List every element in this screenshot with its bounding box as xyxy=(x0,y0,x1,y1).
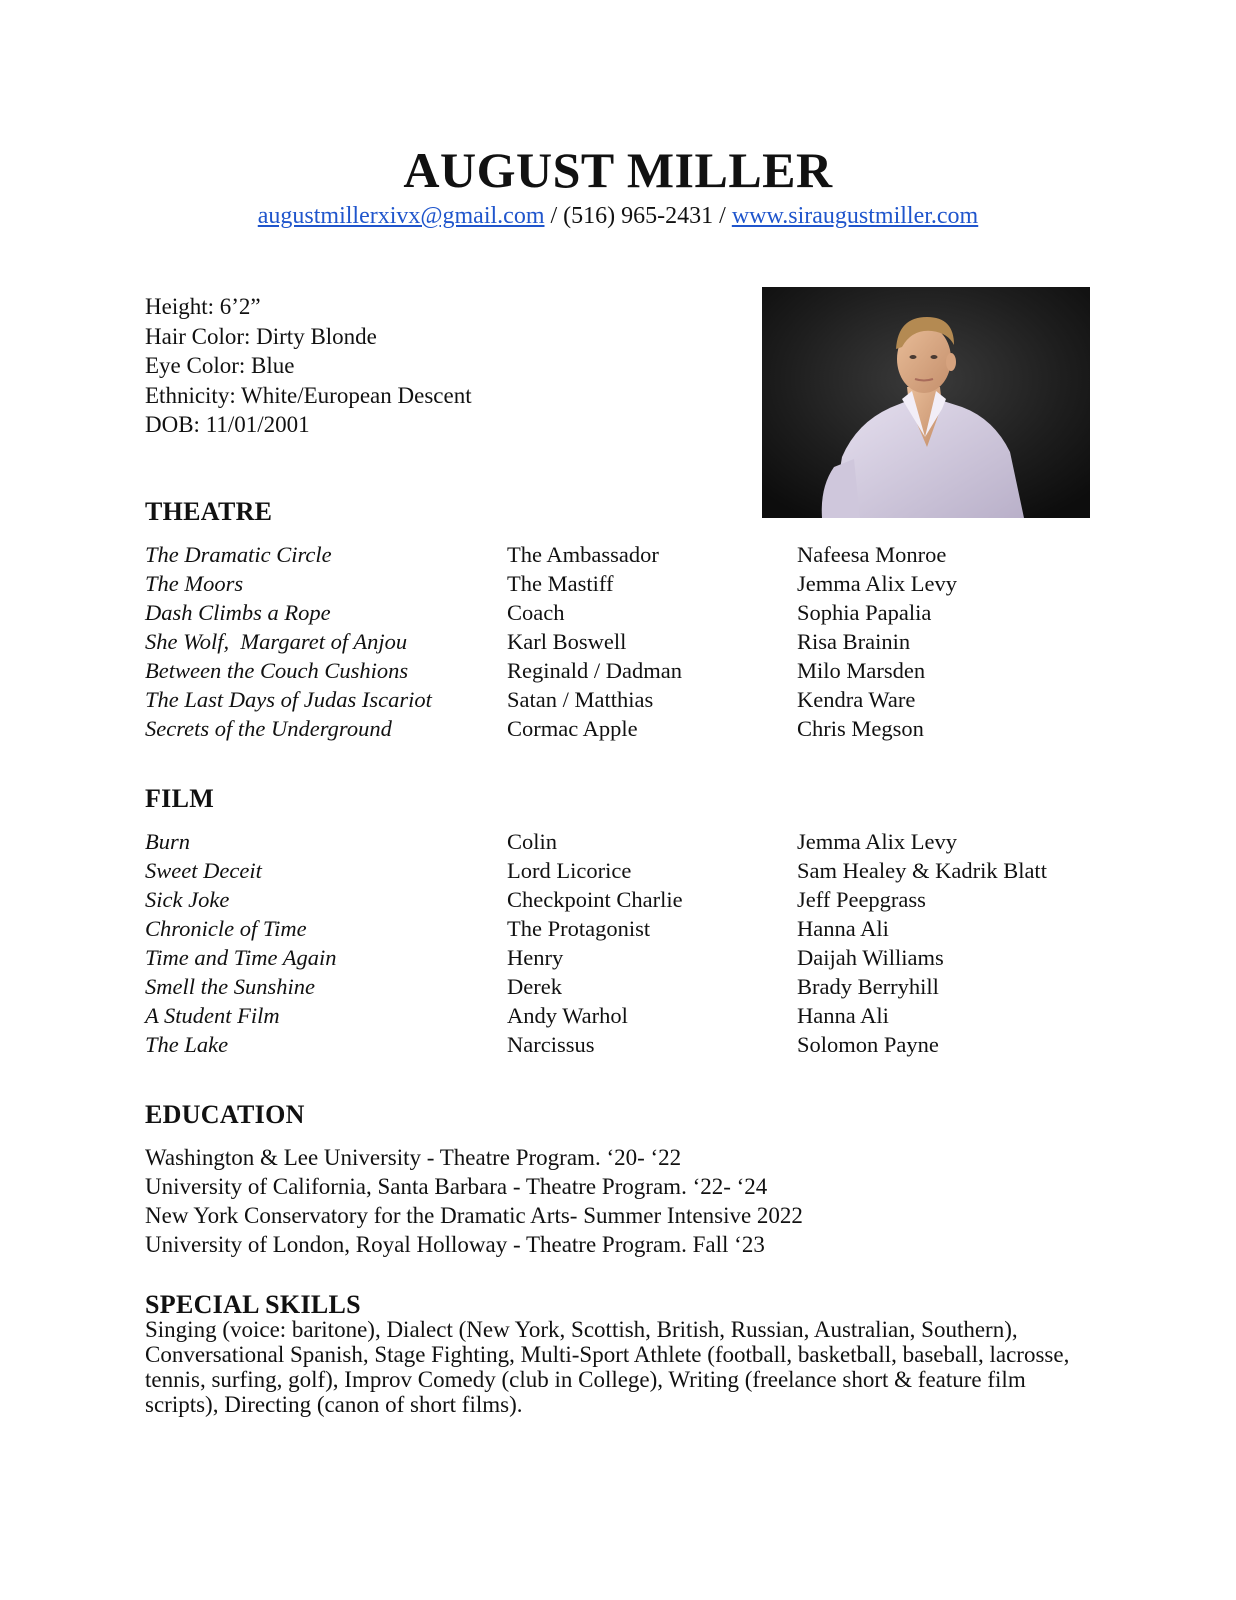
credit-title: The Last Days of Judas Iscariot xyxy=(145,687,432,712)
credit-director: Sophia Papalia xyxy=(797,600,932,625)
credit-title: She Wolf, Margaret of Anjou xyxy=(145,629,408,654)
credit-title: A Student Film xyxy=(145,1003,280,1028)
education-heading: EDUCATION xyxy=(145,1100,305,1129)
credit-title: Smell the Sunshine xyxy=(145,974,315,999)
stat-eye-color: Eye Color: Blue xyxy=(145,353,295,378)
credit-title: The Dramatic Circle xyxy=(145,542,332,567)
credit-role: The Protagonist xyxy=(507,916,651,941)
credit-title: Sweet Deceit xyxy=(145,858,262,883)
website-link[interactable]: www.siraugustmiller.com xyxy=(731,203,979,229)
credit-role: Narcissus xyxy=(507,1032,595,1057)
education-item: University of London, Royal Holloway - Theatre Program. Fall ‘23 xyxy=(145,1232,765,1257)
credit-director: Jeff Peepgrass xyxy=(797,887,926,912)
film-heading: FILM xyxy=(145,784,215,813)
credit-role: Cormac Apple xyxy=(507,716,638,741)
credit-role: Satan / Matthias xyxy=(507,687,654,712)
credit-title: Burn xyxy=(145,829,190,854)
physical-stats xyxy=(145,292,472,440)
credit-role: The Mastiff xyxy=(507,571,614,596)
credit-director: Chris Megson xyxy=(797,716,924,741)
credit-director: Risa Brainin xyxy=(797,629,911,654)
credit-director: Kendra Ware xyxy=(797,687,916,712)
credit-title: Between the Couch Cushions xyxy=(145,658,409,683)
skills-text: Singing (voice: baritone), Dialect (New York, Scottish, British, Russian, Australian, Southern), Conversational Spanish, Stage Fighting, Multi-Sport Athlete (football, basketball, baseball, lacrosse, tennis, surfing, golf), Improv Comedy (club in College), Writing (freelance short & feature film scripts), Directing (canon of short films). xyxy=(145,1317,1070,1417)
credit-role: Reginald / Dadman xyxy=(507,658,682,683)
headshot-illustration xyxy=(762,287,1090,518)
credit-director: Milo Marsden xyxy=(797,658,926,683)
stat-height: Height: 6’2” xyxy=(145,294,261,319)
credit-title: The Lake xyxy=(145,1032,229,1057)
credit-director: Nafeesa Monroe xyxy=(797,542,947,567)
skills-heading: SPECIAL SKILLS xyxy=(145,1290,361,1319)
credit-role: Coach xyxy=(507,600,565,625)
credit-director: Hanna Ali xyxy=(797,1003,889,1028)
credit-title: Time and Time Again xyxy=(145,945,337,970)
credit-role: Henry xyxy=(507,945,564,970)
credit-role: Checkpoint Charlie xyxy=(507,887,683,912)
credit-role: Colin xyxy=(507,829,558,854)
education-list xyxy=(145,1143,803,1259)
stat-dob: DOB: 11/01/2001 xyxy=(145,412,310,437)
stat-ethnicity: Ethnicity: White/European Descent xyxy=(145,382,472,408)
credit-title: Chronicle of Time xyxy=(145,916,307,941)
credit-role: Derek xyxy=(507,974,562,999)
education-item: Washington & Lee University - Theatre Program. ‘20- ‘22 xyxy=(145,1145,682,1170)
credit-director: Daijah Williams xyxy=(797,945,944,970)
credit-role: Karl Boswell xyxy=(507,629,627,654)
credit-director: Jemma Alix Levy xyxy=(797,571,957,596)
stat-hair-color: Hair Color: Dirty Blonde xyxy=(145,323,377,349)
phone-text: / (516) 965-2431 / xyxy=(544,203,732,229)
headshot-photo xyxy=(762,287,1090,518)
credit-title: Sick Joke xyxy=(145,887,230,912)
actor-name: AUGUST MILLER xyxy=(403,142,833,198)
education-item: New York Conservatory for the Dramatic Arts- Summer Intensive 2022 xyxy=(145,1203,803,1228)
email-link[interactable]: augustmillerxivx@gmail.com xyxy=(257,203,545,229)
credit-title: Dash Climbs a Rope xyxy=(145,600,331,625)
credit-title: The Moors xyxy=(145,571,244,596)
credit-role: Lord Licorice xyxy=(507,858,632,883)
theatre-heading: THEATRE xyxy=(145,497,273,526)
credit-director: Sam Healey & Kadrik Blatt xyxy=(797,858,1047,883)
credit-director: Solomon Payne xyxy=(797,1032,939,1057)
credit-role: Andy Warhol xyxy=(507,1003,628,1028)
credit-director: Brady Berryhill xyxy=(797,974,939,999)
credit-director: Jemma Alix Levy xyxy=(797,829,957,854)
education-item: University of California, Santa Barbara - Theatre Program. ‘22- ‘24 xyxy=(145,1174,768,1199)
credit-role: The Ambassador xyxy=(507,542,659,567)
contact-line xyxy=(0,202,1236,230)
credit-title: Secrets of the Underground xyxy=(145,716,392,741)
credit-director: Hanna Ali xyxy=(797,916,889,941)
